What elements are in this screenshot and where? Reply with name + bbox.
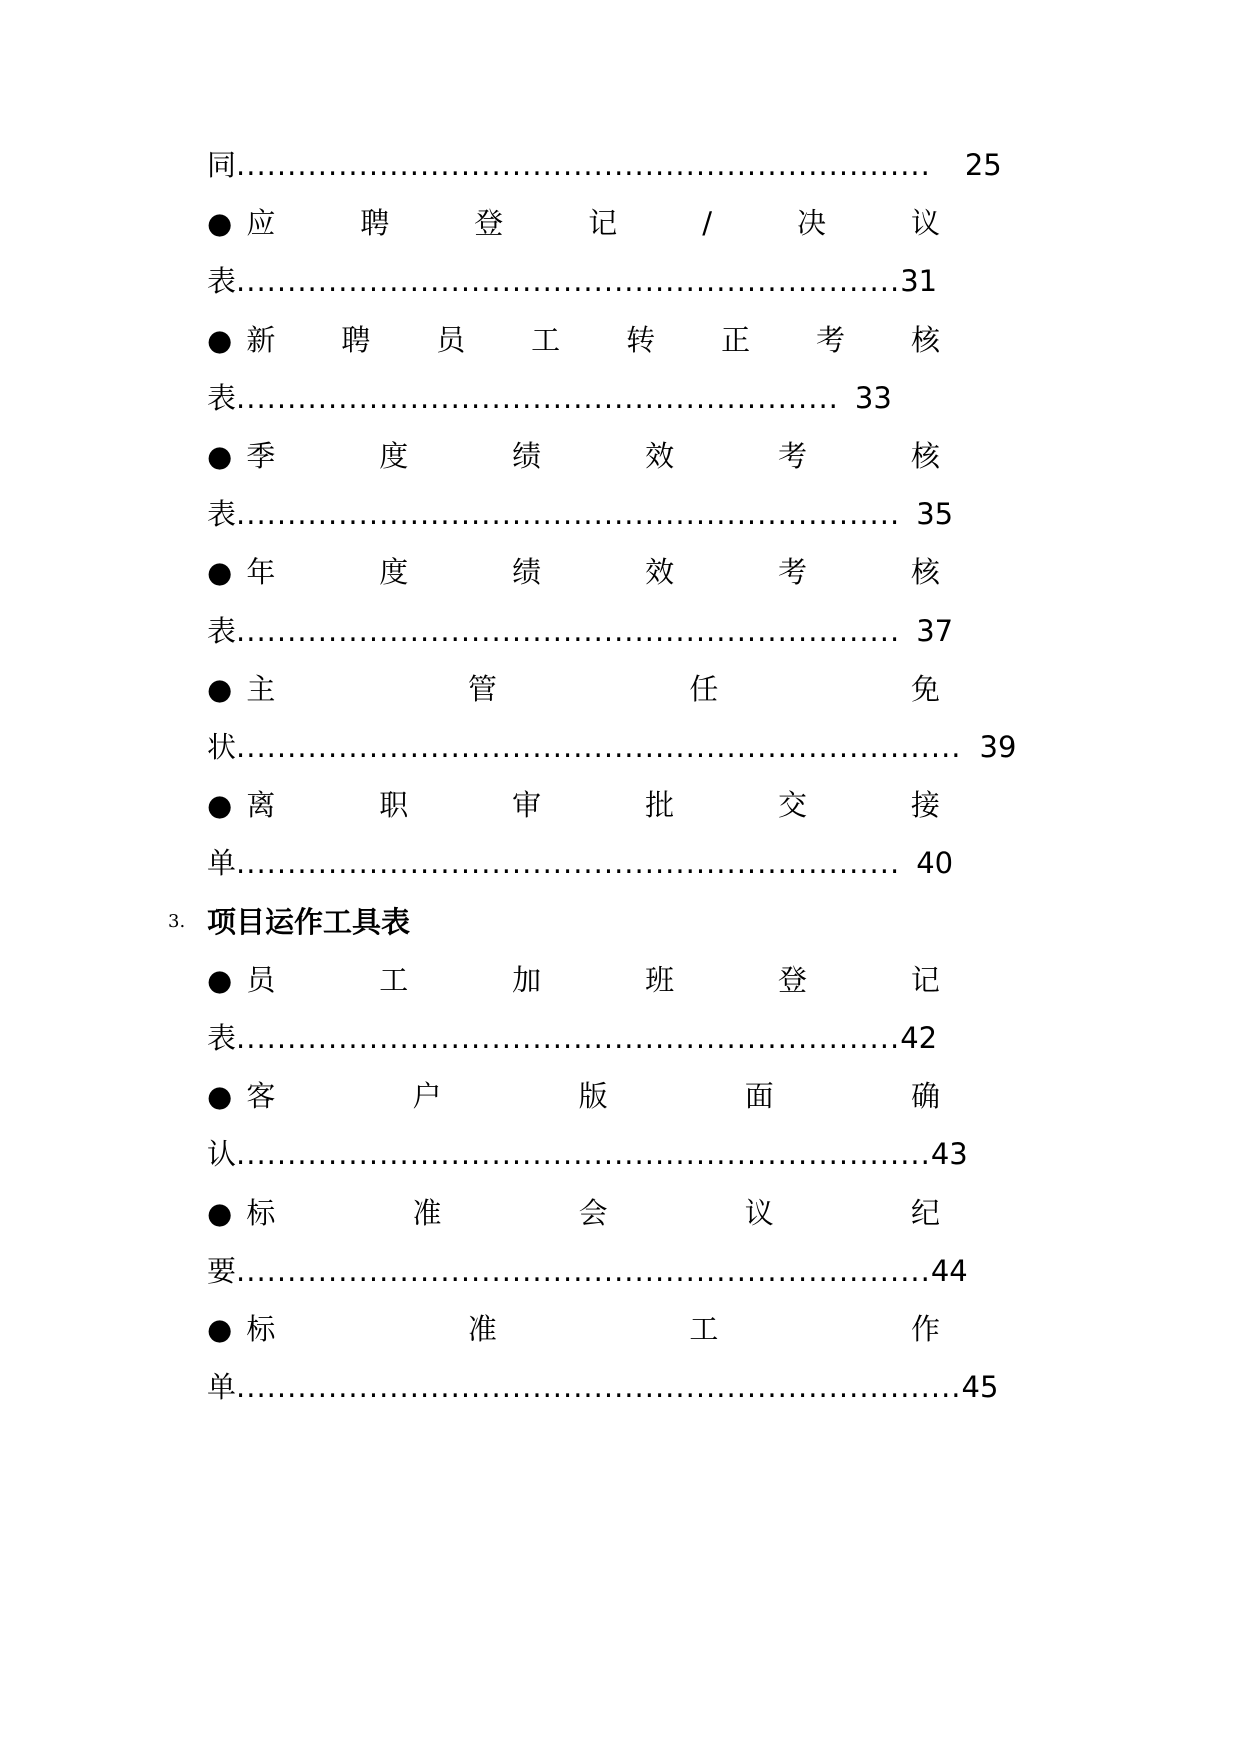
dot-leader: .................................................................: [236, 614, 901, 648]
dot-leader: ....................................................................: [236, 1137, 931, 1171]
entry-lead: [207, 543, 275, 601]
entry-char: 议: [910, 206, 940, 240]
entry-text: 状: [207, 730, 237, 764]
entry-char: 主: [246, 672, 276, 706]
page-number: 33: [854, 381, 892, 415]
toc-entry-title[interactable]: [207, 543, 940, 601]
entry-char: 员: [246, 963, 276, 997]
bullet-icon: ●: [207, 963, 233, 997]
entry-char: 记: [910, 963, 940, 997]
entry-char: 度: [379, 555, 409, 589]
entry-char: 员: [436, 323, 466, 357]
toc-entry-title[interactable]: [207, 951, 940, 1009]
page-number: 43: [930, 1137, 968, 1171]
bullet-icon: ●: [207, 555, 233, 589]
toc-entry-leader[interactable]: [207, 1242, 968, 1300]
entry-lead: [207, 1300, 275, 1358]
entry-char: 登: [474, 206, 504, 240]
entry-lead: [207, 1067, 275, 1125]
entry-text: 单: [207, 1370, 237, 1404]
entry-char: 应: [246, 206, 276, 240]
bullet-icon: ●: [207, 1312, 233, 1346]
toc-entry-leader[interactable]: [207, 718, 1017, 776]
dot-leader: .................................................................: [236, 1021, 901, 1055]
entry-text: 表: [207, 1021, 237, 1055]
dot-leader: .................................................................: [236, 497, 901, 531]
bullet-icon: ●: [207, 1196, 233, 1230]
entry-text: 单: [207, 846, 237, 880]
entry-char: 议: [744, 1196, 774, 1230]
entry-lead: [207, 194, 275, 252]
bullet-icon: ●: [207, 439, 233, 473]
entry-lead: [207, 660, 275, 718]
entry-lead: [207, 311, 275, 369]
toc-entry-title[interactable]: [207, 427, 940, 485]
entry-char: 转: [626, 323, 656, 357]
entry-char: 接: [910, 788, 940, 822]
entry-char: 客: [246, 1079, 276, 1113]
entry-char: 准: [467, 1312, 497, 1346]
dot-leader: .......................................................................: [236, 730, 962, 764]
entry-char: 效: [645, 555, 675, 589]
entry-char: 核: [910, 555, 940, 589]
entry-char: 版: [578, 1079, 608, 1113]
entry-text: 表: [207, 497, 237, 531]
page-number: 25: [964, 148, 1002, 182]
entry-lead: [207, 776, 275, 834]
entry-char: 新: [246, 323, 276, 357]
entry-char: 准: [412, 1196, 442, 1230]
entry-char: 绩: [512, 555, 542, 589]
toc-entry-leader[interactable]: [207, 369, 940, 427]
entry-char: 季: [246, 439, 276, 473]
entry-char: 离: [246, 788, 276, 822]
entry-char: 工: [689, 1312, 719, 1346]
bullet-icon: ●: [207, 323, 233, 357]
toc-entry-leader[interactable]: [207, 485, 954, 543]
dot-leader: .................................................................: [236, 846, 901, 880]
page-number: 42: [900, 1021, 938, 1055]
entry-char: 户: [412, 1079, 442, 1113]
entry-char: 审: [512, 788, 542, 822]
toc-entry-title[interactable]: [207, 311, 940, 369]
toc-entry-leader[interactable]: [207, 252, 940, 310]
entry-char: 面: [744, 1079, 774, 1113]
toc-entry-title[interactable]: [207, 660, 940, 718]
entry-text: 同: [207, 148, 237, 182]
bullet-icon: ●: [207, 1079, 233, 1113]
page-number: 39: [979, 730, 1017, 764]
toc-entry-leader[interactable]: [207, 136, 1002, 194]
toc-entry-title[interactable]: [207, 1184, 940, 1242]
toc-entry-title[interactable]: [207, 194, 940, 252]
entry-char: /: [702, 206, 713, 240]
toc-entry-title[interactable]: [207, 1067, 940, 1125]
entry-char: 免: [910, 672, 940, 706]
dot-leader: ...........................................................: [236, 381, 839, 415]
toc-entry-leader[interactable]: [207, 1358, 999, 1416]
section-number: 3.: [168, 911, 186, 932]
toc-entry-leader[interactable]: [207, 834, 954, 892]
entry-char: 效: [645, 439, 675, 473]
entry-char: 纪: [910, 1196, 940, 1230]
entry-char: 度: [379, 439, 409, 473]
entry-char: 工: [379, 963, 409, 997]
entry-char: 记: [588, 206, 618, 240]
page-number: 31: [900, 264, 938, 298]
entry-char: 确: [910, 1079, 940, 1113]
entry-char: 聘: [341, 323, 371, 357]
toc-entry-title[interactable]: [207, 776, 940, 834]
entry-char: 聘: [360, 206, 390, 240]
dot-leader: ....................................................................: [236, 148, 931, 182]
toc-entry-leader[interactable]: [207, 1125, 968, 1183]
bullet-icon: ●: [207, 206, 233, 240]
entry-char: 会: [578, 1196, 608, 1230]
entry-char: 绩: [512, 439, 542, 473]
entry-char: 管: [467, 672, 497, 706]
entry-char: 加: [512, 963, 542, 997]
toc-entry-title[interactable]: [207, 1300, 940, 1358]
entry-char: 标: [246, 1312, 276, 1346]
toc-entry-leader[interactable]: [207, 1009, 940, 1067]
toc-entry-leader[interactable]: [207, 602, 954, 660]
entry-char: 交: [778, 788, 808, 822]
entry-char: 年: [246, 555, 276, 589]
entry-lead: [207, 427, 275, 485]
page-number: 35: [916, 497, 954, 531]
entry-char: 考: [816, 323, 846, 357]
entry-char: 登: [778, 963, 808, 997]
dot-leader: ....................................................................: [236, 1254, 931, 1288]
bullet-icon: ●: [207, 672, 233, 706]
entry-char: 工: [531, 323, 561, 357]
entry-char: 考: [778, 439, 808, 473]
entry-lead: [207, 951, 275, 1009]
entry-text: 表: [207, 381, 237, 415]
entry-char: 决: [797, 206, 827, 240]
entry-char: 正: [721, 323, 751, 357]
page-number: 40: [916, 846, 954, 880]
entry-char: 作: [910, 1312, 940, 1346]
entry-char: 批: [645, 788, 675, 822]
entry-text: 认: [207, 1137, 237, 1171]
entry-char: 核: [910, 439, 940, 473]
entry-char: 班: [645, 963, 675, 997]
entry-text: 表: [207, 264, 237, 298]
entry-char: 标: [246, 1196, 276, 1230]
page-number: 37: [916, 614, 954, 648]
entry-char: 核: [910, 323, 940, 357]
section-heading: 项目运作工具表: [207, 905, 411, 939]
bullet-icon: ●: [207, 788, 233, 822]
entry-char: 任: [689, 672, 719, 706]
page-number: 45: [961, 1370, 999, 1404]
entry-text: 表: [207, 614, 237, 648]
entry-char: 职: [379, 788, 409, 822]
dot-leader: .................................................................: [236, 264, 901, 298]
page-number: 44: [930, 1254, 968, 1288]
entry-lead: [207, 1184, 275, 1242]
entry-char: 考: [778, 555, 808, 589]
dot-leader: .......................................................................: [236, 1370, 962, 1404]
entry-text: 要: [207, 1254, 237, 1288]
